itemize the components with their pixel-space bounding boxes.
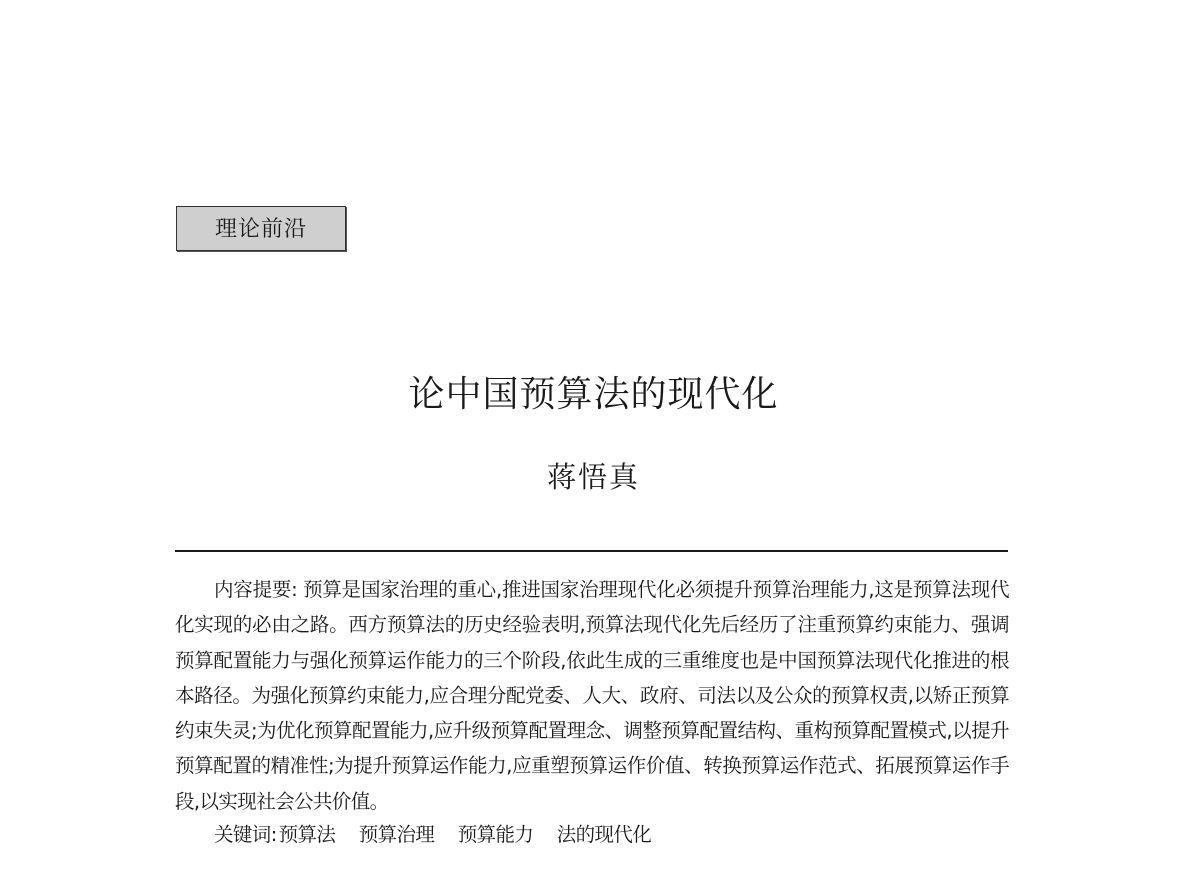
abstract-label: 内容提要: xyxy=(214,578,298,601)
keyword-item: 预算法 xyxy=(278,823,336,846)
keywords xyxy=(175,819,1009,851)
keyword-item: 预算治理 xyxy=(358,823,435,846)
title-divider xyxy=(175,550,1008,552)
abstract-text: 预算是国家治理的重心,推进国家治理现代化必须提升预算治理能力,这是预算法现代化实现的必由之路。西方预算法的历史经验表明,预算法现代化先后经历了注重预算约束能力、强调预算配置能力与强化预算运作能力的三个阶段,依此生成的三重维度也是中国预算法现代化推进的根本路径。为强化预算约束能力,应合理分配党委、人大、政府、司法以及公众的预算权责,以矫正预算约束失灵;为优化预算配置能力,应升级预算配置理念、调整预算配置结构、重构预算配置模式,以提升预算配置的精准性;为提升预算运作能力,应重塑预算运作价值、转换预算运作范式、拓展预算运作手段,以实现社会公共价值。 xyxy=(175,578,1009,813)
article-author: 蒋悟真 xyxy=(546,460,640,494)
keyword-item: 预算能力 xyxy=(457,823,534,846)
article-title: 论中国预算法的现代化 xyxy=(408,374,779,415)
keywords-label: 关键词: xyxy=(214,823,277,846)
keyword-item: 法的现代化 xyxy=(556,823,652,846)
section-tag: 理论前沿 xyxy=(176,206,346,251)
abstract xyxy=(175,572,1009,819)
